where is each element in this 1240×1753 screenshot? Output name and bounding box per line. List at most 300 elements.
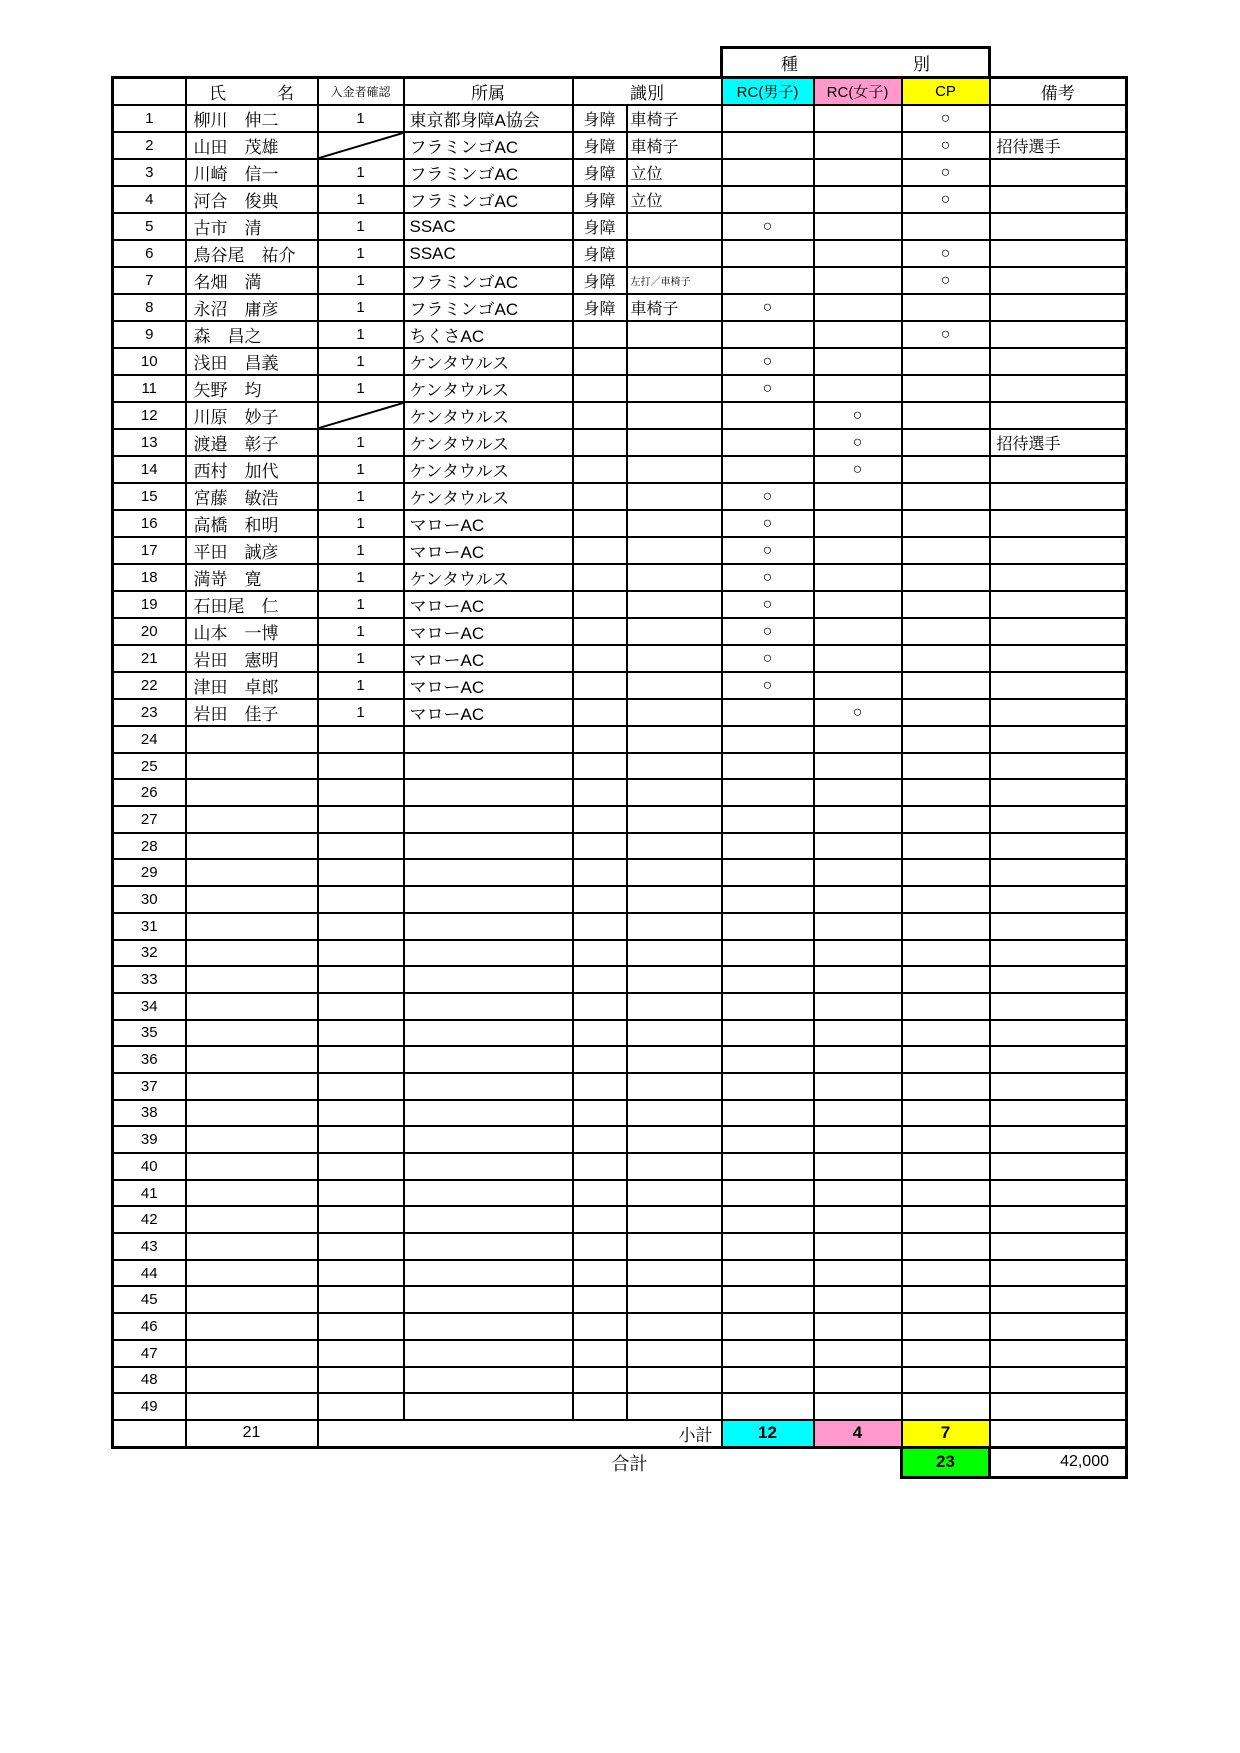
cell-remarks — [990, 1126, 1127, 1153]
cell-remarks — [990, 1286, 1127, 1313]
cell-id-type — [573, 510, 627, 537]
diagonal-line — [319, 403, 403, 428]
cell-payment — [318, 1340, 404, 1367]
cell-rc-male: ○ — [722, 294, 814, 321]
header-row — [113, 78, 1127, 106]
cell-rc-female — [814, 1367, 902, 1394]
cell-payment — [318, 1393, 404, 1420]
cell-payment — [318, 1180, 404, 1207]
cell-remarks — [990, 859, 1127, 886]
cell-cp — [902, 1073, 990, 1100]
table-row — [113, 510, 1127, 537]
cell-payment: 1 — [318, 564, 404, 591]
cell-remarks — [990, 726, 1127, 753]
cell-id-type: 身障 — [573, 294, 627, 321]
cell-cp — [902, 429, 990, 456]
cell-id-detail — [627, 1393, 722, 1420]
cell-rc-male — [722, 240, 814, 267]
cell-remarks: 招待選手 — [990, 429, 1127, 456]
cell-cp — [902, 993, 990, 1020]
cell-id-detail — [627, 564, 722, 591]
cell-cp: ○ — [902, 159, 990, 186]
cell-id-type — [573, 456, 627, 483]
cell-club — [404, 1100, 573, 1127]
cell-rc-male: ○ — [722, 672, 814, 699]
cell-rc-female — [814, 294, 902, 321]
cell-id-detail — [627, 1233, 722, 1260]
cell-no: 32 — [113, 940, 186, 967]
cell-remarks — [990, 645, 1127, 672]
category-label-second: 別 — [913, 55, 930, 74]
cell-payment: 1 — [318, 186, 404, 213]
cell-no: 42 — [113, 1206, 186, 1233]
cell-remarks — [990, 294, 1127, 321]
cell-id-detail — [627, 940, 722, 967]
cell-remarks — [990, 1073, 1127, 1100]
cell-rc-female — [814, 1233, 902, 1260]
table-row — [113, 1100, 1127, 1127]
cell-rc-female — [814, 186, 902, 213]
cell-cp — [902, 1393, 990, 1420]
table-row — [113, 564, 1127, 591]
cell-rc-female — [814, 645, 902, 672]
cell-cp — [902, 483, 990, 510]
cell-remarks — [990, 1180, 1127, 1207]
cell-rc-male: ○ — [722, 510, 814, 537]
cell-no: 1 — [113, 105, 186, 132]
cell-payment — [318, 966, 404, 993]
cell-id-detail — [627, 348, 722, 375]
cell-id-detail — [627, 537, 722, 564]
table-row — [113, 1126, 1127, 1153]
cell-no: 13 — [113, 429, 186, 456]
cell-rc-male — [722, 402, 814, 429]
cell-payment: 1 — [318, 321, 404, 348]
cell-rc-male — [722, 726, 814, 753]
cell-id-detail — [627, 240, 722, 267]
cell-name — [186, 1020, 318, 1047]
cell-cp — [902, 1286, 990, 1313]
cell-remarks — [990, 618, 1127, 645]
cell-id-type — [573, 753, 627, 780]
cell-club: ケンタウルス — [404, 564, 573, 591]
table-row — [113, 1153, 1127, 1180]
cell-rc-male — [722, 1340, 814, 1367]
cell-no: 49 — [113, 1393, 186, 1420]
cell-cp — [902, 779, 990, 806]
cell-club — [404, 1153, 573, 1180]
cell-no: 22 — [113, 672, 186, 699]
cell-cp — [902, 859, 990, 886]
cell-name — [186, 1100, 318, 1127]
cell-remarks — [990, 105, 1127, 132]
cell-rc-male — [722, 940, 814, 967]
cell-club — [404, 1206, 573, 1233]
cell-rc-male — [722, 833, 814, 860]
table-row — [113, 105, 1127, 132]
cell-rc-female — [814, 1206, 902, 1233]
cell-rc-male — [722, 429, 814, 456]
cell-cp — [902, 1153, 990, 1180]
table-row — [113, 779, 1127, 806]
cell-club: 東京都身障A協会 — [404, 105, 573, 132]
table-row — [113, 1367, 1127, 1394]
cell-id-type — [573, 375, 627, 402]
cell-id-type — [573, 1260, 627, 1287]
cell-rc-male — [722, 456, 814, 483]
cell-no: 44 — [113, 1260, 186, 1287]
cell-no: 12 — [113, 402, 186, 429]
cell-rc-male — [722, 1313, 814, 1340]
cell-cp — [902, 833, 990, 860]
cell-cp — [902, 645, 990, 672]
table-row — [113, 294, 1127, 321]
cell-name: 津田 卓郎 — [186, 672, 318, 699]
cell-id-detail — [627, 618, 722, 645]
cell-club — [404, 859, 573, 886]
col-header-name: 氏 名 — [186, 78, 318, 106]
cell-cp — [902, 618, 990, 645]
cell-payment — [318, 1206, 404, 1233]
table-row — [113, 213, 1127, 240]
cell-club — [404, 1367, 573, 1394]
cell-cp — [902, 1100, 990, 1127]
cell-club — [404, 993, 573, 1020]
cell-id-detail — [627, 993, 722, 1020]
cell-id-type — [573, 699, 627, 726]
cell-name — [186, 1206, 318, 1233]
table-body — [113, 105, 1127, 1420]
table-row — [113, 1020, 1127, 1047]
cell-rc-male — [722, 186, 814, 213]
cell-payment — [318, 1313, 404, 1340]
cell-name: 川崎 信一 — [186, 159, 318, 186]
cell-club: フラミンゴAC — [404, 267, 573, 294]
cell-payment — [318, 753, 404, 780]
cell-remarks — [990, 806, 1127, 833]
cell-rc-female — [814, 940, 902, 967]
cell-id-detail — [627, 1073, 722, 1100]
spacer — [990, 48, 1127, 78]
category-label-first: 種 — [781, 55, 798, 74]
cell-rc-female — [814, 537, 902, 564]
cell-payment: 1 — [318, 159, 404, 186]
cell-cp — [902, 510, 990, 537]
cell-payment: 1 — [318, 267, 404, 294]
cell-id-detail — [627, 779, 722, 806]
cell-remarks — [990, 591, 1127, 618]
table-row — [113, 913, 1127, 940]
cell-payment — [318, 1153, 404, 1180]
cell-remarks — [990, 186, 1127, 213]
cell-cp — [902, 456, 990, 483]
cell-name: 高橋 和明 — [186, 510, 318, 537]
cell-club — [404, 1126, 573, 1153]
col-header-rc-male: RC(男子) — [722, 78, 814, 106]
table-row — [113, 537, 1127, 564]
cell-rc-female — [814, 1073, 902, 1100]
total-row — [113, 1447, 1127, 1477]
cell-id-type — [573, 886, 627, 913]
cell-id-type — [573, 645, 627, 672]
cell-remarks — [990, 1367, 1127, 1394]
cell-name — [186, 859, 318, 886]
cell-rc-male — [722, 1153, 814, 1180]
cell-cp — [902, 1046, 990, 1073]
cell-remarks — [990, 779, 1127, 806]
table-row — [113, 966, 1127, 993]
cell-no: 35 — [113, 1020, 186, 1047]
table-row — [113, 940, 1127, 967]
cell-cp — [902, 1126, 990, 1153]
table-row — [113, 159, 1127, 186]
cell-name — [186, 1286, 318, 1313]
cell-rc-male — [722, 1206, 814, 1233]
cell-club — [404, 806, 573, 833]
cell-name: 岩田 憲明 — [186, 645, 318, 672]
cell-id-type — [573, 779, 627, 806]
cell-id-type — [573, 1073, 627, 1100]
cell-remarks — [990, 537, 1127, 564]
cell-name: 満嵜 寛 — [186, 564, 318, 591]
cell-remarks — [990, 456, 1127, 483]
cell-remarks — [990, 1046, 1127, 1073]
cell-club: マローAC — [404, 591, 573, 618]
cell-payment: 1 — [318, 375, 404, 402]
cell-remarks — [990, 1020, 1127, 1047]
cell-rc-female — [814, 321, 902, 348]
cell-remarks — [990, 267, 1127, 294]
spacer — [113, 48, 722, 78]
cell-no: 33 — [113, 966, 186, 993]
cell-remarks — [990, 753, 1127, 780]
cell-rc-male — [722, 779, 814, 806]
cell-cp — [902, 294, 990, 321]
total-label: 合計 — [611, 1454, 648, 1475]
cell-payment — [318, 1073, 404, 1100]
cell-id-type — [573, 672, 627, 699]
cell-cp — [902, 672, 990, 699]
cell-no: 40 — [113, 1153, 186, 1180]
cell-id-detail: 左打／車椅子 — [627, 267, 722, 294]
cell-rc-male: ○ — [722, 483, 814, 510]
cell-no: 46 — [113, 1313, 186, 1340]
cell-payment: 1 — [318, 348, 404, 375]
cell-payment: 1 — [318, 429, 404, 456]
cell-payment: 1 — [318, 699, 404, 726]
cell-id-detail — [627, 1206, 722, 1233]
cell-name: 山田 茂雄 — [186, 132, 318, 159]
cell-payment — [318, 1286, 404, 1313]
cell-id-type: 身障 — [573, 132, 627, 159]
table-row — [113, 1073, 1127, 1100]
table-row — [113, 806, 1127, 833]
cell-payment: 1 — [318, 240, 404, 267]
cell-name — [186, 1126, 318, 1153]
cell-remarks — [990, 993, 1127, 1020]
cell-no: 47 — [113, 1340, 186, 1367]
cell-rc-female — [814, 483, 902, 510]
cell-rc-female — [814, 859, 902, 886]
cell-club: マローAC — [404, 537, 573, 564]
cell-club — [404, 753, 573, 780]
table-row — [113, 699, 1127, 726]
cell-remarks — [990, 510, 1127, 537]
cell-remarks — [990, 348, 1127, 375]
cell-rc-female — [814, 1100, 902, 1127]
table-row — [113, 402, 1127, 429]
cell-remarks — [990, 940, 1127, 967]
cell-cp — [902, 1233, 990, 1260]
cell-rc-male — [722, 753, 814, 780]
cell-rc-female: ○ — [814, 699, 902, 726]
cell-cp — [902, 699, 990, 726]
cell-id-detail — [627, 483, 722, 510]
table-row — [113, 456, 1127, 483]
cell-name — [186, 1393, 318, 1420]
cell-id-type — [573, 429, 627, 456]
cell-club: ケンタウルス — [404, 402, 573, 429]
cell-rc-male — [722, 1020, 814, 1047]
cell-no: 23 — [113, 699, 186, 726]
cell-rc-male: ○ — [722, 591, 814, 618]
cell-rc-female — [814, 993, 902, 1020]
cell-no: 16 — [113, 510, 186, 537]
cell-rc-female — [814, 240, 902, 267]
cell-rc-female: ○ — [814, 429, 902, 456]
cell-rc-female — [814, 1020, 902, 1047]
cell-remarks — [990, 1153, 1127, 1180]
cell-club — [404, 940, 573, 967]
cell-name — [186, 806, 318, 833]
cell-id-detail — [627, 1340, 722, 1367]
cell-id-detail: 車椅子 — [627, 294, 722, 321]
cell-payment — [318, 913, 404, 940]
cell-payment: 1 — [318, 294, 404, 321]
cell-rc-female — [814, 1393, 902, 1420]
cell-id-detail — [627, 510, 722, 537]
cell-id-detail — [627, 321, 722, 348]
cell-remarks — [990, 1393, 1127, 1420]
cell-name: 石田尾 仁 — [186, 591, 318, 618]
cell-rc-male — [722, 1286, 814, 1313]
cell-no: 29 — [113, 859, 186, 886]
cell-club: マローAC — [404, 510, 573, 537]
cell-name: 矢野 均 — [186, 375, 318, 402]
cell-rc-male — [722, 699, 814, 726]
table-row — [113, 1340, 1127, 1367]
cell-no: 20 — [113, 618, 186, 645]
cell-name: 浅田 昌義 — [186, 348, 318, 375]
cell-name: 川原 妙子 — [186, 402, 318, 429]
cell-cp — [902, 1313, 990, 1340]
cell-id-type — [573, 726, 627, 753]
cell-name — [186, 1180, 318, 1207]
cell-id-detail — [627, 966, 722, 993]
cell-remarks — [990, 699, 1127, 726]
cell-id-type — [573, 1233, 627, 1260]
cell-rc-male — [722, 105, 814, 132]
cell-payment — [318, 1260, 404, 1287]
cell-club: ケンタウルス — [404, 483, 573, 510]
cell-id-detail — [627, 672, 722, 699]
cell-id-type — [573, 1393, 627, 1420]
cell-payment — [318, 806, 404, 833]
cell-id-detail — [627, 1286, 722, 1313]
cell-id-detail — [627, 699, 722, 726]
participants-table — [111, 46, 1128, 1479]
cell-name: 古市 清 — [186, 213, 318, 240]
cell-club — [404, 1233, 573, 1260]
subtotal-cp: 7 — [902, 1420, 990, 1448]
cell-no: 14 — [113, 456, 186, 483]
cell-cp: ○ — [902, 240, 990, 267]
cell-id-type — [573, 806, 627, 833]
cell-rc-male: ○ — [722, 564, 814, 591]
cell-no: 9 — [113, 321, 186, 348]
cell-id-type — [573, 913, 627, 940]
table-row — [113, 993, 1127, 1020]
cell-payment — [318, 1126, 404, 1153]
cell-rc-male — [722, 1100, 814, 1127]
cell-cp — [902, 402, 990, 429]
cell-cp — [902, 886, 990, 913]
table-row — [113, 591, 1127, 618]
cell-cp — [902, 1367, 990, 1394]
cell-id-type — [573, 618, 627, 645]
cell-remarks — [990, 966, 1127, 993]
cell-id-detail: 車椅子 — [627, 105, 722, 132]
subtotal-row — [113, 1420, 1127, 1448]
cell-rc-male — [722, 1393, 814, 1420]
cell-no: 24 — [113, 726, 186, 753]
cell-name — [186, 1260, 318, 1287]
cell-cp — [902, 940, 990, 967]
cell-payment — [318, 132, 404, 159]
cell-rc-female — [814, 105, 902, 132]
cell-rc-male — [722, 132, 814, 159]
cell-payment: 1 — [318, 591, 404, 618]
cell-payment — [318, 940, 404, 967]
cell-payment — [318, 859, 404, 886]
diagonal-line — [319, 133, 403, 158]
cell-rc-female — [814, 833, 902, 860]
cell-rc-male — [722, 966, 814, 993]
subtotal-label: 小計 — [318, 1420, 722, 1448]
table-row — [113, 321, 1127, 348]
cell-remarks — [990, 672, 1127, 699]
cell-cp: ○ — [902, 186, 990, 213]
cell-rc-female — [814, 564, 902, 591]
col-header-club: 所属 — [404, 78, 573, 106]
cell-name — [186, 940, 318, 967]
table-row — [113, 267, 1127, 294]
cell-name — [186, 993, 318, 1020]
cell-rc-female — [814, 213, 902, 240]
cell-name — [186, 753, 318, 780]
cell-remarks — [990, 913, 1127, 940]
cell-rc-female — [814, 348, 902, 375]
cell-cp — [902, 375, 990, 402]
cell-club — [404, 913, 573, 940]
cell-club: フラミンゴAC — [404, 132, 573, 159]
cell-club: マローAC — [404, 699, 573, 726]
cell-id-type: 身障 — [573, 105, 627, 132]
cell-rc-female — [814, 159, 902, 186]
cell-id-type — [573, 402, 627, 429]
cell-id-type — [573, 1046, 627, 1073]
cell-id-detail: 車椅子 — [627, 132, 722, 159]
